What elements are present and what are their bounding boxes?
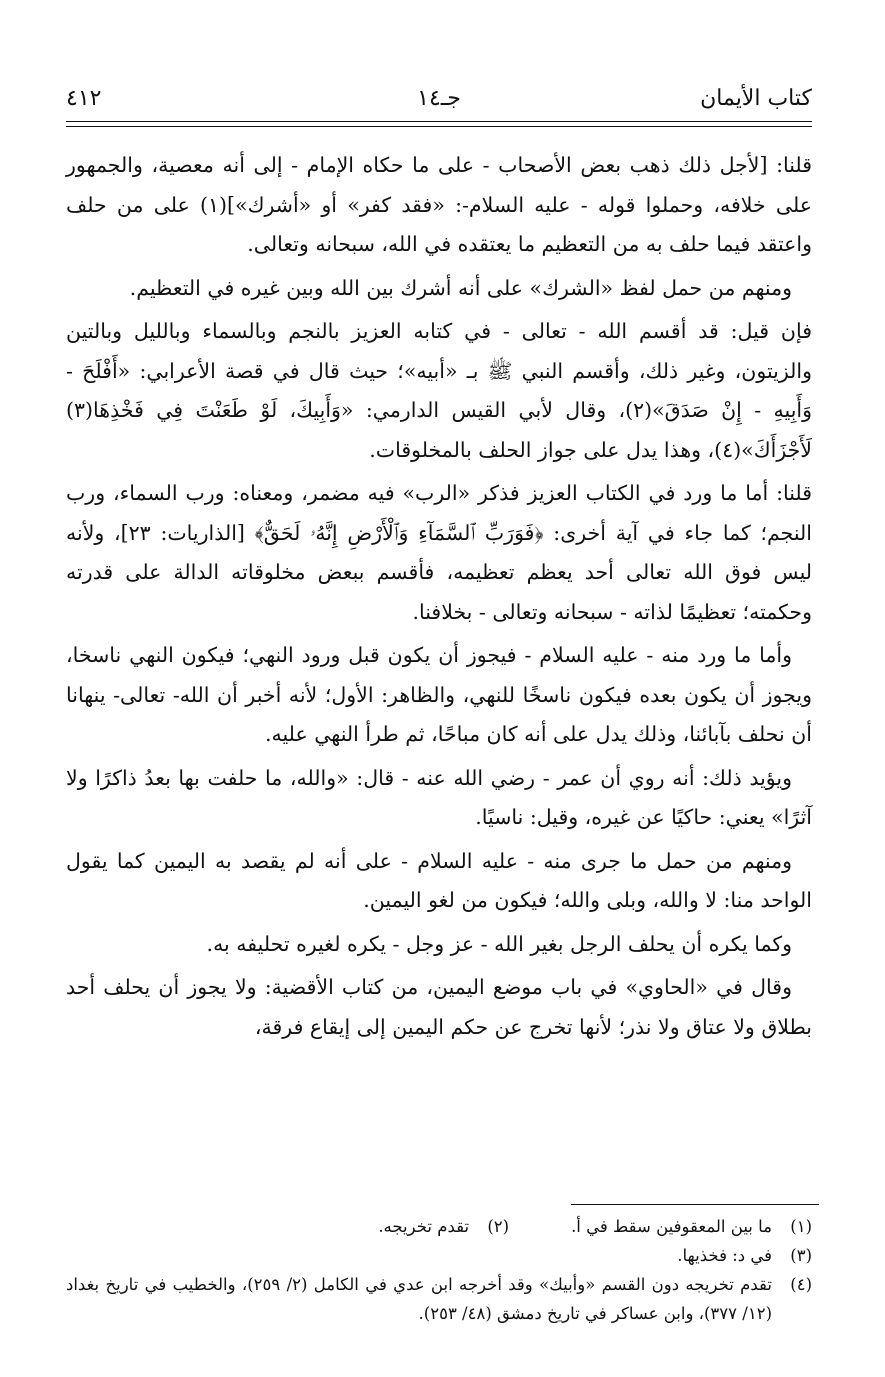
footnote-number: (١)	[790, 1217, 812, 1236]
footnote-row	[66, 1212, 812, 1241]
page-number: ٤١٢	[66, 86, 102, 111]
volume-label: جـ١٤	[417, 86, 461, 111]
footnote-number: (٣)	[790, 1246, 812, 1265]
paragraph: قلنا: [لأجل ذلك ذهب بعض الأصحاب - على ما حكاه الإمام - إلى أنه معصية، والجمهور على خلافه، وحملوا قوله - عليه السلام-: «فقد كفر» أو «أشرك»](١) على من حلف واعتقد فيما حلف به من التعظيم ما يعتقده في الله، سبحانه وتعالى.	[66, 153, 813, 256]
paragraph: وأما ما ورد منه - عليه السلام - فيجوز أن يكون قبل ورود النهي؛ فيكون النهي ناسخا، ويجوز أن يكون بعده فيكون ناسخًا للنهي، والظاهر: الأول؛ لأنه أخبر أن الله- تعالى- ينهانا أن نحلف بآبائنا، وذلك يدل على أنه كان مباحًا، ثم طرأ النهي عليه.	[66, 643, 812, 746]
chapter-title: كتاب الأيمان	[700, 86, 812, 111]
footnote-separator	[571, 1204, 819, 1205]
footnote	[378, 1212, 509, 1241]
paragraph: ومنهم من حمل ما جرى منه - عليه السلام - على أنه لم يقصد به اليمين كما يقول الواحد منا: لا والله، وبلى والله؛ فيكون من لغو اليمين.	[66, 848, 812, 912]
footnote	[66, 1270, 812, 1328]
footnotes	[66, 1212, 812, 1328]
main-text	[66, 146, 812, 1051]
paragraph: ومنهم من حمل لفظ «الشرك» على أنه أشرك بين الله وبين غيره في التعظيم.	[129, 275, 792, 300]
footnote	[66, 1241, 812, 1270]
header-rule-top	[66, 121, 812, 122]
paragraph: فإن قيل: قد أقسم الله - تعالى - في كتابه العزيز بالنجم وبالسماء وبالليل وبالتين والزيتون، وغير ذلك، وأقسم النبي ﷺ بـ «أبيه»؛ حيث قال في قصة الأعرابي: «أَفْلَحَ - وَأَبِيهِ - إِنْ صَدَقَ»(٢)، وقال لأبي القيس الدارمي: «وَأَبِيكَ، لَوْ طَعَنْتَ فِي فَخْذِهَا(٣) لَأَجْزَأَكَ»(٤)، وهذا يدل على جواز الحلف بالمخلوقات.	[66, 319, 812, 462]
paragraph: وقال في «الحاوي» في باب موضع اليمين، من كتاب الأقضية: ولا يجوز أن يحلف أحد بطلاق ولا عتاق ولا نذر؛ لأنها تخرج عن حكم اليمين إلى إيقاع فرقة،	[66, 975, 812, 1039]
footnote-text: تقدم تخريجه دون القسم «وأبيك» وقد أخرجه ابن عدي في الكامل (٢/ ٢٥٩)، والخطيب في تاريخ بغداد (١٢/ ٣٧٧)، وابن عساكر في تاريخ دمشق (٤٨/ ٢٥٣).	[66, 1275, 772, 1323]
header-rule-bottom	[66, 126, 812, 127]
footnote	[571, 1212, 812, 1241]
footnote-text: تقدم تخريجه.	[378, 1217, 470, 1236]
paragraph: قلنا: أما ما ورد في الكتاب العزيز فذكر «الرب» فيه مضمر، ومعناه: ورب السماء، ورب النجم؛ كما جاء في آية أخرى: ﴿فَوَرَبِّ ٱلسَّمَآءِ وَٱلْأَرْضِ إِنَّهُۥ لَحَقٌّ﴾ [الذاريات: ٢٣]، ولأنه ليس فوق الله تعالى أحد يعظم تعظيمه، فأقسم ببعض مخلوقاته الدالة على قدرته وحكمته؛ تعظيمًا لذاته - سبحانه وتعالى - بخلافنا.	[66, 481, 812, 624]
footnote-text: ما بين المعقوفين سقط في أ.	[571, 1217, 772, 1236]
paragraph: ويؤيد ذلك: أنه روي أن عمر - رضي الله عنه - قال: «والله، ما حلفت بها بعدُ ذاكرًا ولا آثرًا» يعني: حاكيًا عن غيره، وقيل: ناسيًا.	[66, 765, 812, 829]
footnote-number: (٢)	[487, 1217, 510, 1236]
paragraph: وكما يكره أن يحلف الرجل بغير الله - عز وجل - يكره لغيره تحليفه به.	[206, 931, 792, 956]
footnote-text: في د: فخذيها.	[677, 1246, 772, 1265]
footnote-number: (٤)	[790, 1275, 812, 1294]
running-header	[66, 82, 812, 116]
